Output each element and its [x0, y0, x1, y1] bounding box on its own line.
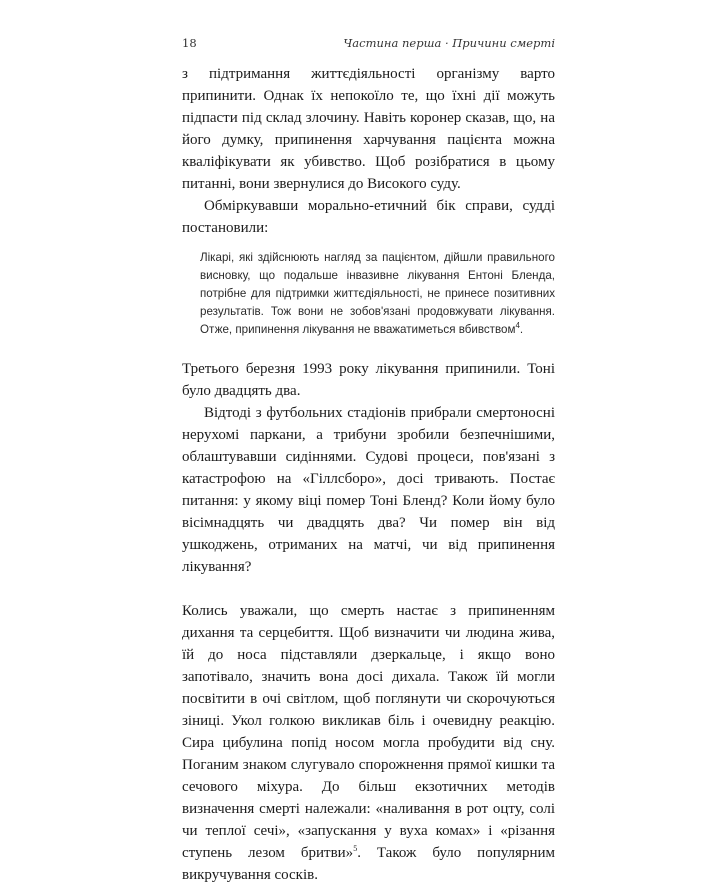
paragraph-continued: з підтримання життєдіяльності організму варто припинити. Однак їх непокоїло те, що їхні дії можуть підпасти під склад злочину. Навіть коронер сказав, що, на його думку, припинення харчування пацієнта можна кваліфікувати як убивство. Щоб розібратися в цьому питанні, вони звернулися до Високого суду.	[182, 66, 555, 192]
paragraph-signs-text: Колись уважали, що смерть настає з припиненням дихання та серцебиття. Щоб визначити чи людина жива, їй до носа підставляли дзеркальце, і якщо воно запотівало, значить вона досі дихала. Також їй могли посвітити в очі світлом, щоб поглянути чи скорочуються зіниці. Укол голкою викликав біль і очевидну реакцію. Сира цибулина попід носом могла пробудити від сну. Поганим знаком слугувало спорожнення прямої кишки та сечового міхура. До більш екзотичних методів визначення смерті належали: «наливання в рот оцту, солі чи теплої сечі», «запускання у вуха комах» і «різання ступень лезом бритви»	[182, 603, 555, 861]
running-head: Частина перша · Причини смерті	[343, 36, 555, 50]
paragraph-signs-end: . Також було популярним викручування сосків.	[182, 845, 555, 883]
paragraph-signs-of-death	[182, 600, 555, 886]
footnote-ref-4: 4	[515, 321, 520, 331]
block-quote-text: Лікарі, які здійснюють нагляд за пацієнтом, дійшли правильного висновку, що подальше інвазивне лікування Ентоні Бленда, потрібне для підтримки життєдіяльності, не принесе позитивних результатів. Тож вони не зобов'язані продовжувати лікування. Отже, припинення лікування не вважатиметься вбивством	[200, 251, 555, 336]
block-quote-end: .	[519, 323, 524, 336]
paragraph-treatment-stopped: Третього березня 1993 року лікування припинили. Тоні було двадцять два.	[182, 361, 555, 399]
page-header	[182, 36, 555, 54]
footnote-ref-5: 5	[353, 844, 358, 853]
paragraph-court: Обміркувавши морально-етичний бік справи, судді постановили:	[182, 198, 555, 236]
page-body	[182, 63, 555, 886]
block-quote	[200, 249, 555, 339]
page-number: 18	[182, 36, 197, 50]
paragraph-hillsborough: Відтоді з футбольних стадіонів прибрали смертоносні нерухомі паркани, а трибуни зробили безпечнішими, облаштувавши сидіннями. Судові процеси, пов'язані з катастрофою на «Гіллсборо», досі тривають. Постає питання: у якому віці помер Тоні Бленд? Коли йому було вісімнадцять чи двадцять два? Чи помер він від ушкоджень, отриманих на матчі, чи від припинення лікування?	[182, 405, 555, 575]
